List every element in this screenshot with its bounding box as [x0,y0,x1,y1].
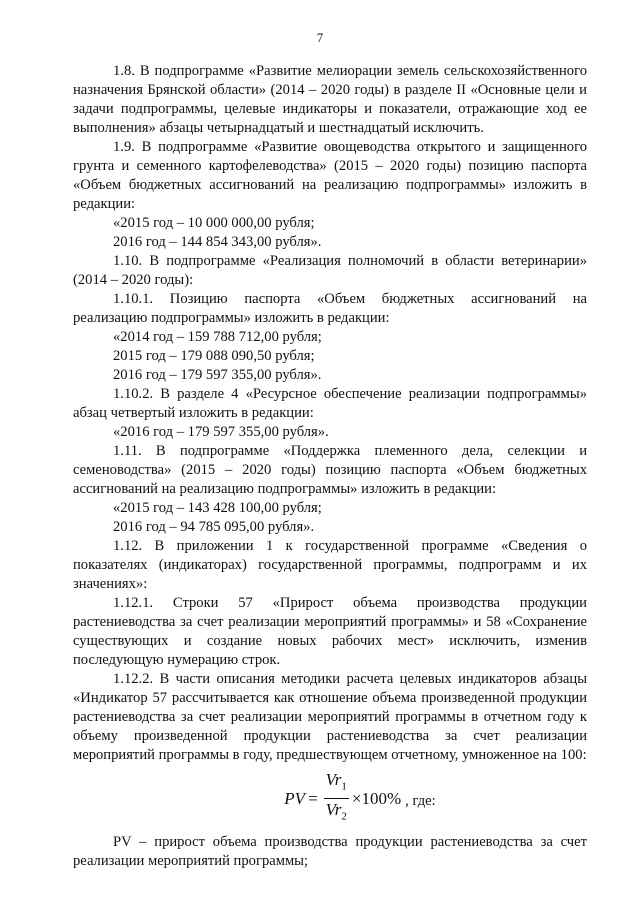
denominator-sub: 2 [341,809,347,822]
paragraph: PV – прирост объема производства продукции растениеводства за счет реализации мероприятий программы; [73,834,587,869]
document-body [73,62,587,871]
formula-numerator [324,770,349,798]
page-number: 7 [316,30,324,45]
formula-times-100: ×100% [351,788,402,808]
budget-line: «2016 год – 179 597 355,00 рубля». [113,424,329,440]
budget-line: «2015 год – 10 000 000,00 рубля; [113,215,315,231]
denominator-var: Vr [325,799,342,819]
paragraph: 1.8. В подпрограмме «Развитие мелиорации земель сельскохозяйственного назначения Брянской области» (2014 – 2020 годы) в разделе II «Основные цели и задачи подпрограммы, целевые индикаторы и показатели, отражающие ход ее выполнения» абзацы четырнадцатый и шестнадцатый исключить. [73,63,587,136]
paragraph: 1.10.2. В разделе 4 «Ресурсное обеспечение реализации подпрограммы» абзац четвертый изложить в редакции: [73,386,587,421]
paragraph: 1.11. В подпрограмме «Поддержка племенного дела, селекции и семеноводства» (2015 – 2020 годы) позицию паспорта «Объем бюджетных ассигнований на реализацию подпрограммы» изложить в редакции: [73,443,587,497]
paragraph: 1.12.2. В части описания методики расчета целевых индикаторов абзацы «Индикатор 57 рассчитывается как отношение объема произведенной продукции растениеводства за счет реализации мероприятий программы в отчетном году к объему произведенной продукции растениеводства за счет реализации мероприятий программы в году, предшествующем отчетному, умноженное на 100: [73,671,587,763]
budget-line: 2015 год – 179 088 090,50 рубля; [113,348,315,364]
formula-tail: , где: [405,793,436,809]
numerator-var: Vr [325,770,342,790]
numerator-sub: 1 [341,780,347,793]
formula-fraction [324,770,349,826]
formula-lhs: PV [284,788,306,808]
formula-denominator [324,799,349,826]
paragraph: 1.9. В подпрограмме «Развитие овощеводства открытого и защищенного грунта и семенного картофелеводства» (2015 – 2020 годы) позицию паспорта «Объем бюджетных ассигнований на реализацию подпрограммы» изложить в редакции: [73,139,587,212]
budget-line: 2016 год – 144 854 343,00 рубля». [113,234,322,250]
formula [133,769,587,827]
budget-line: «2015 год – 143 428 100,00 рубля; [113,500,322,516]
formula-equals: = [308,788,318,808]
budget-line: «2014 год – 159 788 712,00 рубля; [113,329,322,345]
budget-line: 2016 год – 179 597 355,00 рубля». [113,367,322,383]
paragraphs-before-formula [73,62,587,765]
paragraph: 1.10.1. Позицию паспорта «Объем бюджетных ассигнований на реализацию подпрограммы» изложить в редакции: [73,291,587,326]
paragraphs-after-formula [73,833,587,871]
paragraph: 1.12.1. Строки 57 «Прирост объема производства продукции растениеводства за счет реализации мероприятий программы» и 58 «Сохранение существующих и создание новых рабочих мест» исключить, изменив последующую нумерацию строк. [73,595,587,668]
paragraph: 1.10. В подпрограмме «Реализация полномочий в области ветеринарии» (2014 – 2020 годы): [73,253,587,288]
budget-line: 2016 год – 94 785 095,00 рубля». [113,519,315,535]
paragraph: 1.12. В приложении 1 к государственной программе «Сведения о показателях (индикаторах) государственной программы, подпрограмм и их значениях»: [73,538,587,592]
